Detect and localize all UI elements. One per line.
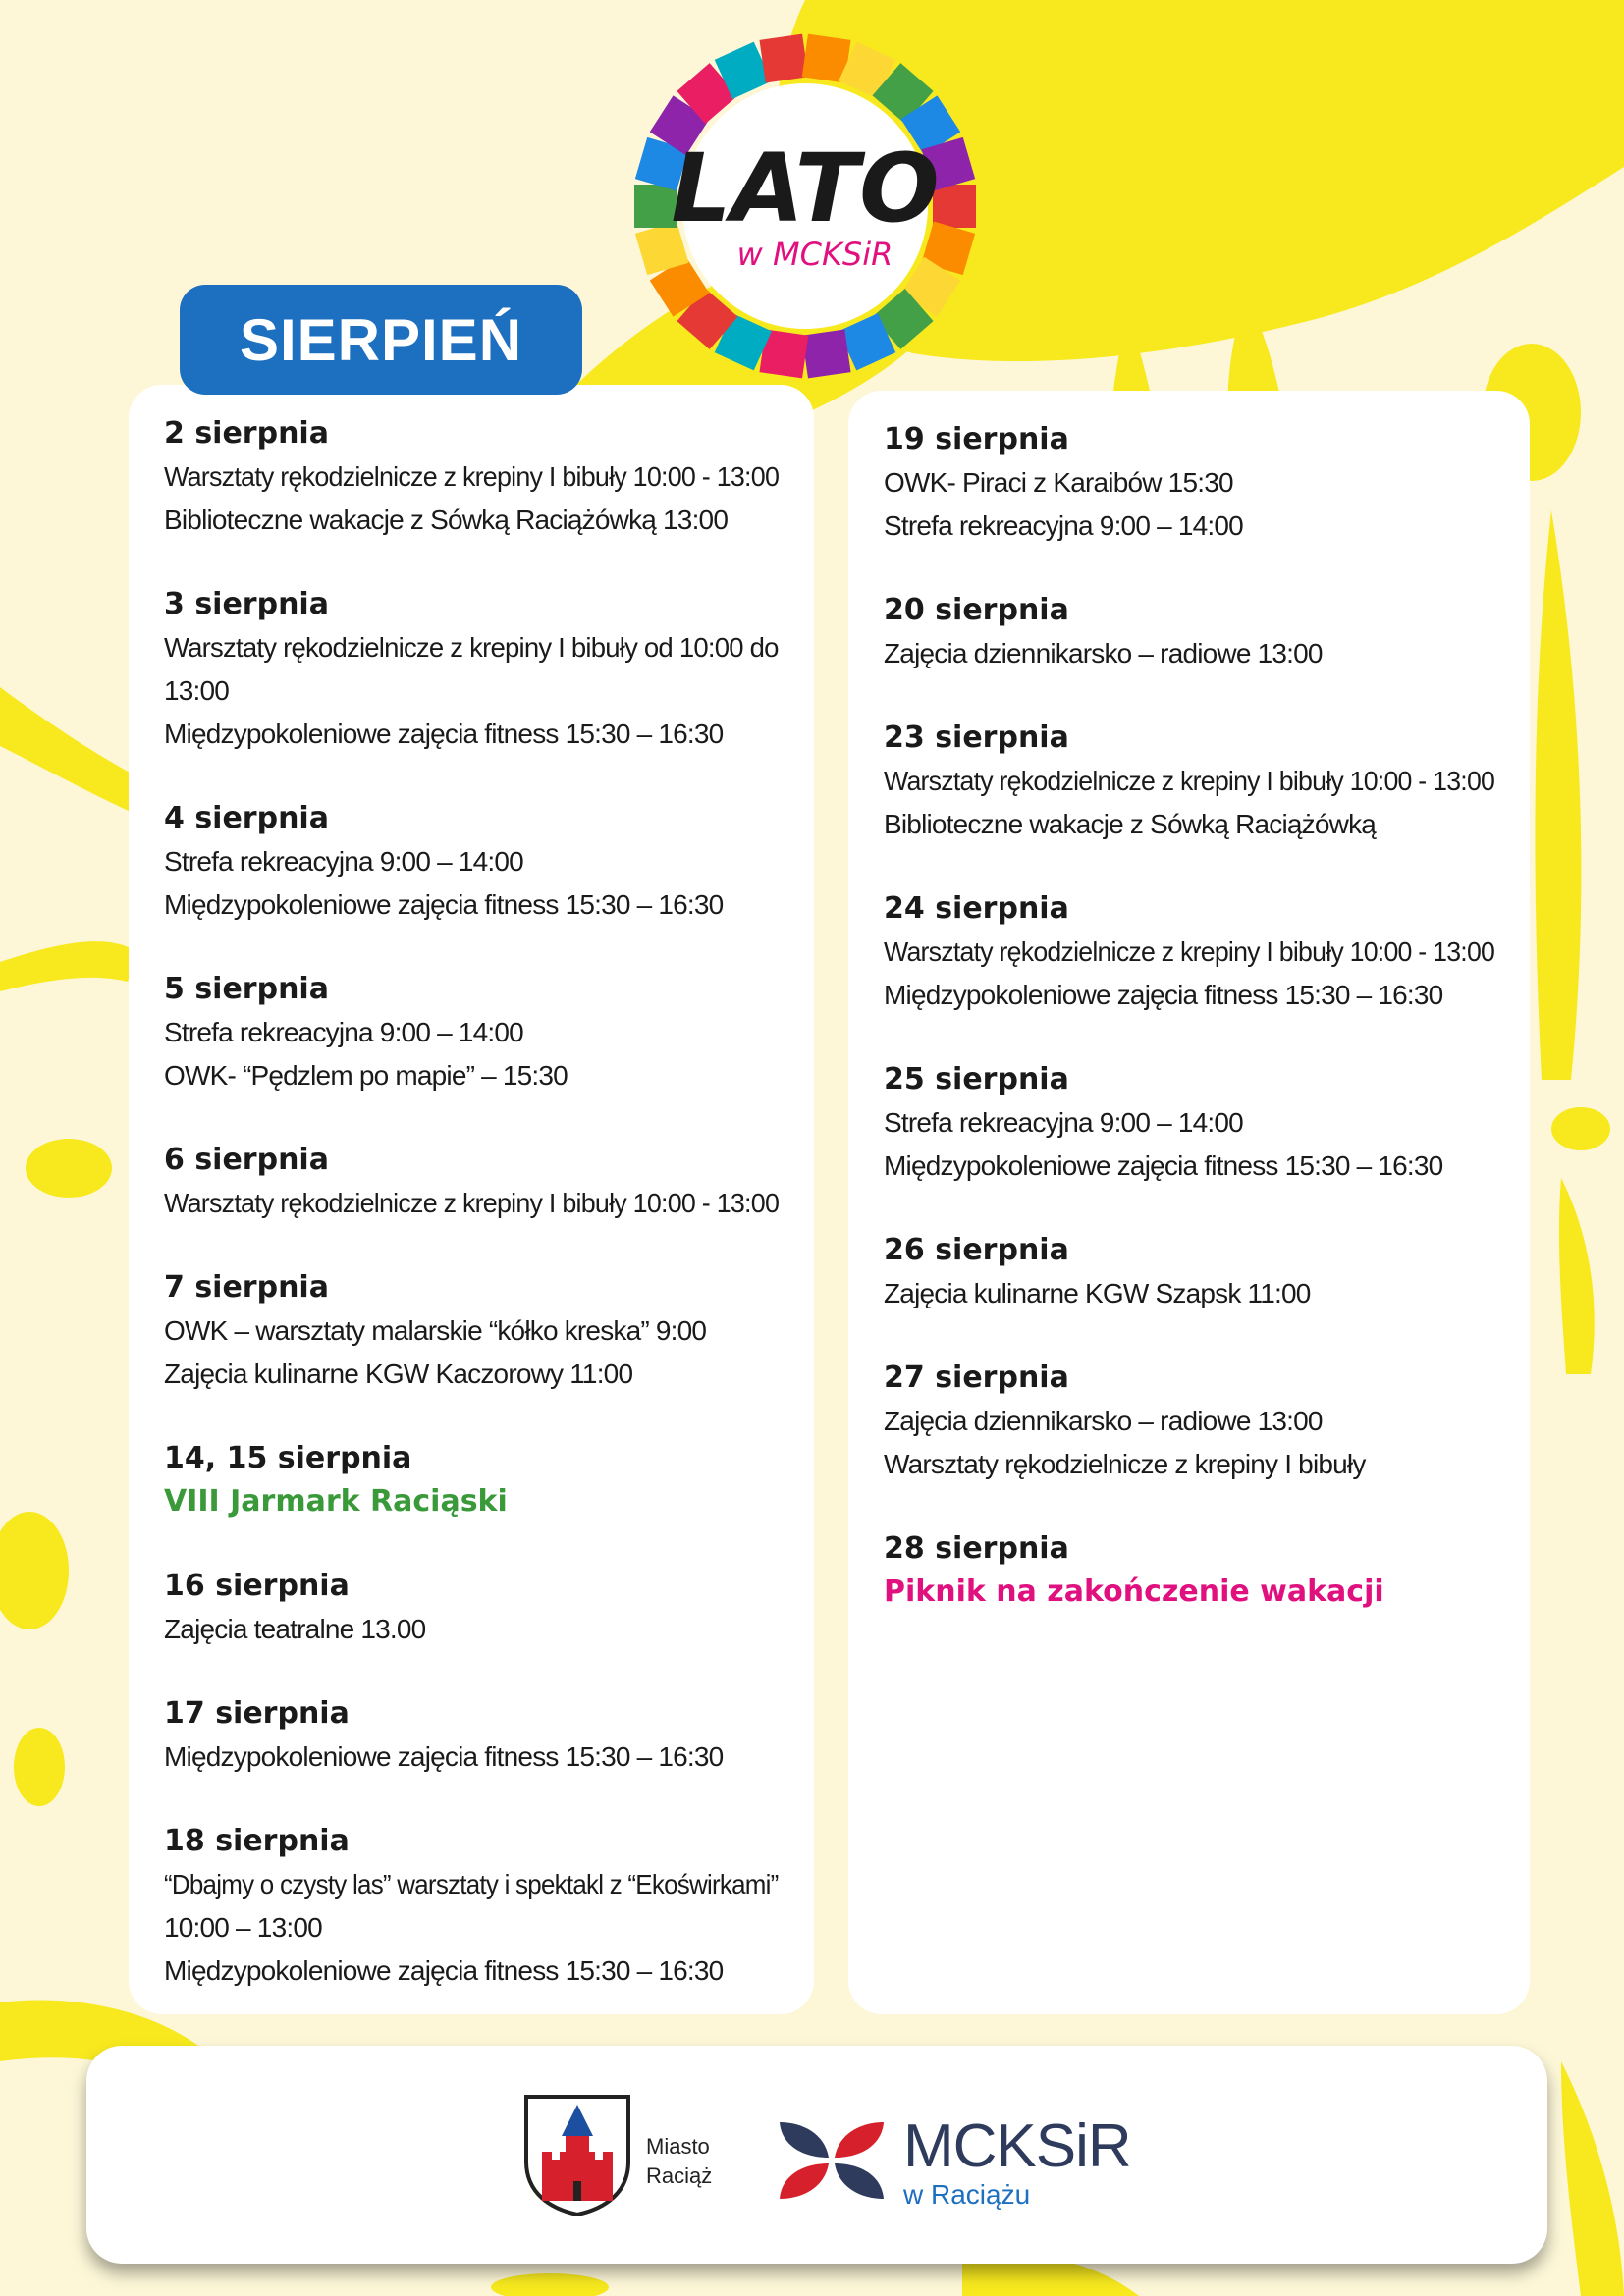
day-date: 19 sierpnia — [884, 422, 1069, 456]
day-date: 23 sierpnia — [884, 721, 1069, 755]
org-subtitle: w Raciążu — [903, 2179, 1031, 2210]
event-line: Biblioteczne wakacje z Sówką Raciążówką 13:00 — [164, 505, 729, 535]
day-date: 3 sierpnia — [164, 587, 329, 621]
schedule-day — [164, 1437, 779, 1523]
event-line: Zajęcia dziennikarsko – radiowe 13:00 — [884, 1406, 1323, 1436]
schedule-day — [164, 1266, 779, 1396]
event-line: Międzypokoleniowe zajęcia fitness 15:30 – 16:30 — [884, 980, 1443, 1010]
city-line-1: Miasto — [646, 2134, 710, 2159]
day-date: 17 sierpnia — [164, 1696, 350, 1731]
event-line: Międzypokoleniowe zajęcia fitness 15:30 – 16:30 — [164, 1955, 724, 1986]
raciaz-coat-of-arms-icon — [522, 2091, 632, 2216]
highlight-event: Piknik na zakończenie wakacji — [884, 1575, 1384, 1609]
event-line: Warsztaty rękodzielnicze z krepiny I bibuły od 10:00 do — [164, 632, 779, 663]
logo-title-text: LATO — [671, 133, 940, 243]
day-date: 14, 15 sierpnia — [164, 1441, 412, 1475]
day-date: 27 sierpnia — [884, 1361, 1069, 1395]
schedule-day — [164, 1139, 779, 1225]
schedule-day — [884, 418, 1494, 548]
event-line: 13:00 — [164, 675, 230, 706]
schedule-day — [884, 1357, 1494, 1486]
mcksir-flower-icon — [774, 2116, 890, 2205]
schedule-day — [164, 1565, 779, 1651]
event-line: Międzypokoleniowe zajęcia fitness 15:30 – 16:30 — [164, 719, 724, 749]
schedule-day — [164, 583, 779, 756]
schedule-day — [884, 717, 1494, 846]
event-line: Zajęcia dziennikarsko – radiowe 13:00 — [884, 638, 1323, 668]
event-line: Biblioteczne wakacje z Sówką Raciążówką — [884, 809, 1377, 839]
footer-sponsors — [86, 2046, 1547, 2264]
schedule-day — [164, 797, 779, 927]
day-date: 18 sierpnia — [164, 1824, 350, 1858]
day-date: 28 sierpnia — [884, 1531, 1069, 1566]
event-line: OWK – warsztaty malarskie “kółko kreska” 9:00 — [164, 1315, 707, 1346]
day-date: 5 sierpnia — [164, 972, 329, 1006]
schedule-day — [164, 412, 779, 542]
event-line: Warsztaty rękodzielnicze z krepiny I bibuły 10:00 - 13:00 — [884, 936, 1495, 967]
schedule-day — [884, 1527, 1494, 1614]
event-line: Strefa rekreacyjna 9:00 – 14:00 — [164, 846, 523, 877]
day-date: 16 sierpnia — [164, 1569, 350, 1603]
day-date: 24 sierpnia — [884, 891, 1069, 926]
logo-subtitle-text: w MCKSiR — [736, 236, 893, 273]
event-line: Zajęcia kulinarne KGW Szapsk 11:00 — [884, 1278, 1311, 1308]
schedule-day — [884, 1229, 1494, 1315]
schedule-card-right — [848, 391, 1530, 2014]
schedule-day — [164, 1692, 779, 1779]
schedule-day — [164, 968, 779, 1097]
schedule-day — [884, 887, 1494, 1017]
day-date: 7 sierpnia — [164, 1270, 329, 1305]
event-line: Strefa rekreacyjna 9:00 – 14:00 — [164, 1017, 523, 1047]
lato-mcksir-logo — [619, 20, 992, 393]
event-line: Strefa rekreacyjna 9:00 – 14:00 — [884, 510, 1243, 541]
day-date: 4 sierpnia — [164, 801, 329, 835]
schedule-card-left — [129, 385, 814, 2014]
event-line: Strefa rekreacyjna 9:00 – 14:00 — [884, 1107, 1243, 1138]
schedule-day — [884, 589, 1494, 675]
event-line: Warsztaty rękodzielnicze z krepiny I bibuły 10:00 - 13:00 — [884, 766, 1495, 796]
event-line: OWK- “Pędzlem po mapie” – 15:30 — [164, 1060, 568, 1091]
event-line: Międzypokoleniowe zajęcia fitness 15:30 – 16:30 — [884, 1150, 1443, 1181]
event-line: OWK- Piraci z Karaibów 15:30 — [884, 467, 1233, 498]
logo-house-shape — [802, 330, 851, 379]
month-label: SIERPIEŃ — [239, 306, 523, 373]
logo-house-shape — [759, 34, 808, 83]
event-line: Międzypokoleniowe zajęcia fitness 15:30 – 16:30 — [164, 889, 724, 920]
day-date: 2 sierpnia — [164, 416, 329, 451]
event-line: Warsztaty rękodzielnicze z krepiny I bibuły — [884, 1449, 1366, 1479]
city-line-2: Raciąż — [646, 2163, 713, 2188]
city-name — [646, 2132, 712, 2191]
highlight-event: VIII Jarmark Raciąski — [164, 1484, 508, 1519]
schedule-day — [884, 1058, 1494, 1188]
event-line: Warsztaty rękodzielnicze z krepiny I bibuły 10:00 - 13:00 — [164, 1188, 780, 1218]
event-line: Zajęcia kulinarne KGW Kaczorowy 11:00 — [164, 1359, 633, 1389]
event-line: “Dbajmy o czysty las” warsztaty i spektakl z “Ekoświrkami” — [164, 1869, 779, 1899]
day-date: 6 sierpnia — [164, 1143, 329, 1177]
event-line: Międzypokoleniowe zajęcia fitness 15:30 – 16:30 — [164, 1741, 724, 1772]
event-line: Warsztaty rękodzielnicze z krepiny I bibuły 10:00 - 13:00 — [164, 461, 780, 492]
event-line: 10:00 – 13:00 — [164, 1912, 322, 1943]
month-tab — [180, 285, 582, 395]
day-date: 26 sierpnia — [884, 1233, 1069, 1267]
event-line: Zajęcia teatralne 13.00 — [164, 1614, 426, 1644]
org-name: MCKSiR — [903, 2112, 1131, 2180]
schedule-day — [164, 1820, 779, 1993]
day-date: 20 sierpnia — [884, 593, 1069, 627]
day-date: 25 sierpnia — [884, 1062, 1069, 1096]
